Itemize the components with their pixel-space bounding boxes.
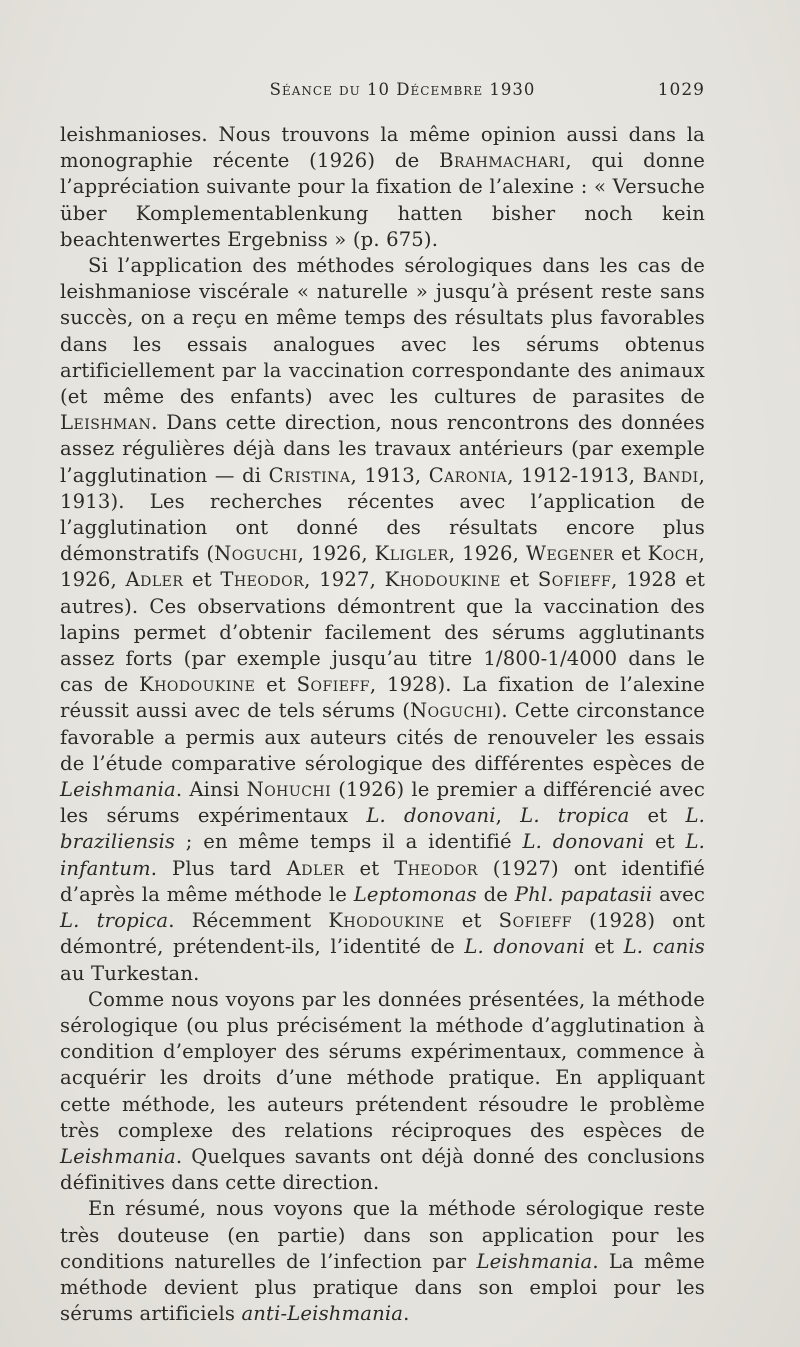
italic-term: Leptomonas: [353, 882, 477, 906]
author-name: Caronia: [428, 463, 508, 487]
text-run: et: [644, 830, 686, 854]
text-run: leishmanioses. Nous trouvons la même opinion aussi dans la monographie récente (1926) de: [60, 123, 705, 173]
text-run: de: [476, 882, 515, 906]
text-run: . Dans cette direction, nous rencontrons des données assez régulières déjà dans les travaux antérieurs (par exemple l’agglutination — di: [60, 411, 705, 487]
text-run: au Turkestan.: [60, 961, 200, 985]
text-run: et: [500, 568, 538, 592]
text-run: Si l’application des méthodes sérologiques dans les cas de leishmaniose viscérale « naturelle » jusqu’à présent reste sans succès, on a reçu en même temps des résultats plus favorables dans les essais analogues avec les sérums obtenus artificiellement par la vaccination correspondante des animaux (et même des enfants) avec les cultures de parasites de: [60, 254, 705, 409]
text-run: .: [403, 1302, 410, 1326]
author-name: Adler: [125, 568, 184, 592]
page-number: 1029: [657, 80, 705, 100]
paragraph: [60, 987, 705, 1197]
italic-term: Leishmania: [476, 1249, 593, 1273]
author-name: Khodoukine: [139, 673, 256, 697]
author-name: Sofieff: [537, 568, 612, 592]
author-name: Leishman: [60, 411, 152, 435]
text-run: , 1913). Les recherches récentes avec l’application de l’agglutination ont donné des résultats encore plus démonstratifs (: [60, 463, 705, 566]
text-run: (1928) ont démontré, prétendent-ils, l’identité de: [60, 909, 705, 959]
text-run: , 1928). La fixation de l’alexine réussit aussi avec de tels sérums (: [60, 673, 705, 723]
text-run: Comme nous voyons par les données présentées, la méthode sérologique (ou plus précisément la méthode d’agglutination à condition d’employer des sérums expérimentaux, commence à acquérir les droits d’une méthode pratique. En appliquant cette méthode, les auteurs prétendent résoudre le problème très complexe des relations réciproques des espèces de: [60, 987, 705, 1142]
italic-term: Leishmania: [60, 1144, 176, 1168]
text-run: et: [629, 804, 686, 828]
body-text: [60, 122, 705, 1327]
text-run: . La même méthode devient plus pratique dans son emploi pour les sérums artificiels: [60, 1249, 705, 1326]
text-run: , 1926,: [60, 542, 706, 592]
text-run: , 1926,: [297, 542, 375, 566]
author-name: Theodor: [220, 568, 305, 592]
italic-term: L. infantum: [60, 830, 706, 880]
italic-term: Phl. papatasii: [514, 882, 653, 906]
text-run: , 1926,: [448, 542, 526, 566]
text-run: et: [444, 909, 499, 933]
text-run: et: [344, 856, 395, 880]
text-run: , 1928 et autres). Ces observations démontrent que la vaccination des lapins permet d’obtenir facilement des sérums agglutinants assez forts (par exemple jusqu’au titre 1/800-1/4000 dans le cas de: [60, 568, 706, 697]
text-run: . Récemment: [168, 909, 329, 933]
text-run: et: [255, 673, 297, 697]
italic-term: L. tropica: [520, 804, 630, 828]
text-run: ,: [495, 804, 521, 828]
author-name: Cristina: [268, 463, 351, 487]
running-title: Séance du 10 Décembre 1930: [269, 80, 536, 99]
author-name: Adler: [286, 856, 345, 880]
author-name: Nohuchi: [246, 778, 332, 802]
text-run: (1927) ont identifié d’après la même méthode le: [60, 856, 705, 906]
text-run: et: [584, 935, 624, 959]
author-name: Brahmachari: [439, 149, 566, 173]
paragraph: [60, 122, 705, 253]
text-run: , 1927,: [304, 568, 385, 592]
author-name: Kligler: [374, 542, 449, 566]
text-run: , 1913,: [350, 463, 429, 487]
author-name: Bandi: [642, 463, 699, 487]
paragraph: [60, 253, 705, 987]
author-name: Khodoukine: [328, 909, 445, 933]
text-run: et: [614, 542, 648, 566]
text-run: et: [183, 568, 221, 592]
running-head: [60, 76, 705, 116]
author-name: Noguchi: [410, 699, 494, 723]
italic-term: L. braziliensis: [60, 804, 706, 854]
text-run: En résumé, nous voyons que la méthode sérologique reste très douteuse (en partie) dans son application pour les conditions naturelles de l’infection par: [60, 1197, 705, 1273]
text-run: , qui donne l’appréciation suivante pour la fixation de l’alexine : « Versuche über Komplementablenkung hatten bisher noch kein beachtenwertes Ergebniss » (p. 675).: [60, 149, 705, 251]
author-name: Wegener: [525, 542, 615, 566]
author-name: Sofieff: [498, 909, 572, 933]
text-run: . Quelques savants ont déjà donné des conclusions définitives dans cette direction.: [60, 1144, 705, 1195]
text-run: ; en même temps il a identifié: [175, 830, 523, 854]
author-name: Khodoukine: [384, 568, 501, 592]
text-run: (1926) le premier a différencié avec les sérums expérimentaux: [60, 778, 705, 828]
author-name: Theodor: [394, 856, 478, 880]
italic-term: L. donovani: [366, 804, 496, 828]
author-name: Noguchi: [214, 542, 298, 566]
paragraph: [60, 1196, 705, 1327]
text-run: . Plus tard: [150, 856, 287, 880]
text-run: , 1912-1913,: [507, 463, 643, 487]
italic-term: L. donovani: [464, 935, 585, 959]
text-run: avec: [652, 882, 705, 906]
author-name: Koch: [647, 542, 699, 566]
italic-term: Leishmania: [60, 778, 176, 802]
text-run: . Ainsi: [175, 778, 247, 802]
italic-term: L. tropica: [60, 909, 169, 933]
italic-term: L. donovani: [522, 830, 645, 854]
italic-term: anti-Leishmania: [241, 1302, 404, 1326]
text-run: ). Cette circonstance favorable a permis aux auteurs cités de renouveler les essais de l’étude comparative sérologique des différentes espèces de: [60, 699, 705, 775]
italic-term: L. canis: [623, 935, 705, 959]
author-name: Sofieff: [296, 673, 370, 697]
